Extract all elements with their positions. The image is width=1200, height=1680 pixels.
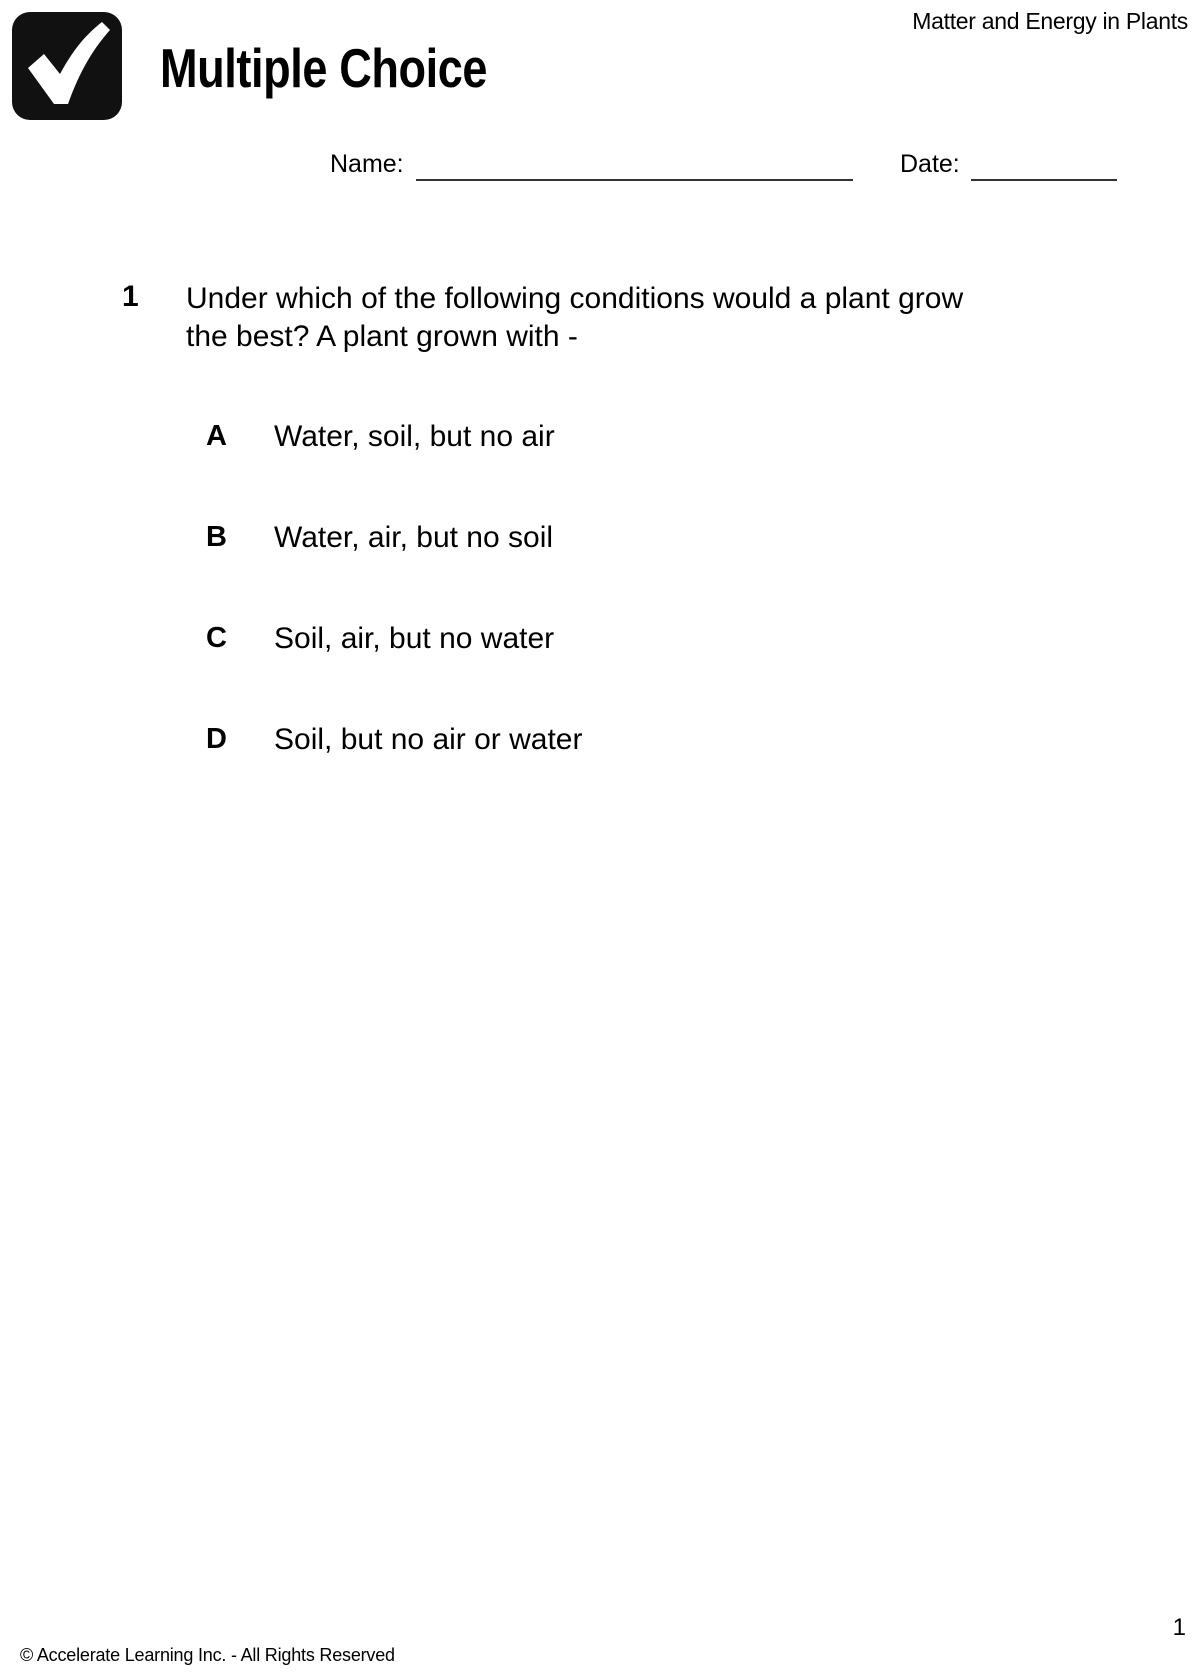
question-number: 1 xyxy=(122,280,139,313)
worksheet-topic: Matter and Energy in Plants xyxy=(912,8,1188,34)
option-c[interactable] xyxy=(206,622,1006,723)
student-info-row xyxy=(330,150,1120,190)
page-title: Multiple Choice xyxy=(160,37,488,99)
date-field-line[interactable] xyxy=(971,179,1117,181)
page-number: 1 xyxy=(1172,1614,1186,1641)
option-text: Water, soil, but no air xyxy=(274,420,555,453)
option-a[interactable] xyxy=(206,420,1006,521)
question-text: Under which of the following conditions would a plant grow the best? A plant grown with - xyxy=(186,282,964,353)
answer-options xyxy=(206,420,1006,824)
option-letter: A xyxy=(206,420,227,452)
date-label: Date: xyxy=(900,150,960,178)
option-letter: C xyxy=(206,622,227,654)
name-label: Name: xyxy=(330,150,404,178)
option-b[interactable] xyxy=(206,521,1006,622)
option-text: Soil, but no air or water xyxy=(274,723,583,756)
option-d[interactable] xyxy=(206,723,1006,824)
copyright-footer: © Accelerate Learning Inc. - All Rights Reserved xyxy=(20,1645,395,1665)
checkmark-icon xyxy=(10,10,124,122)
option-letter: B xyxy=(206,521,227,553)
name-field-line[interactable] xyxy=(416,179,853,181)
option-text: Water, air, but no soil xyxy=(274,521,554,554)
option-text: Soil, air, but no water xyxy=(274,622,555,655)
option-letter: D xyxy=(206,723,227,755)
